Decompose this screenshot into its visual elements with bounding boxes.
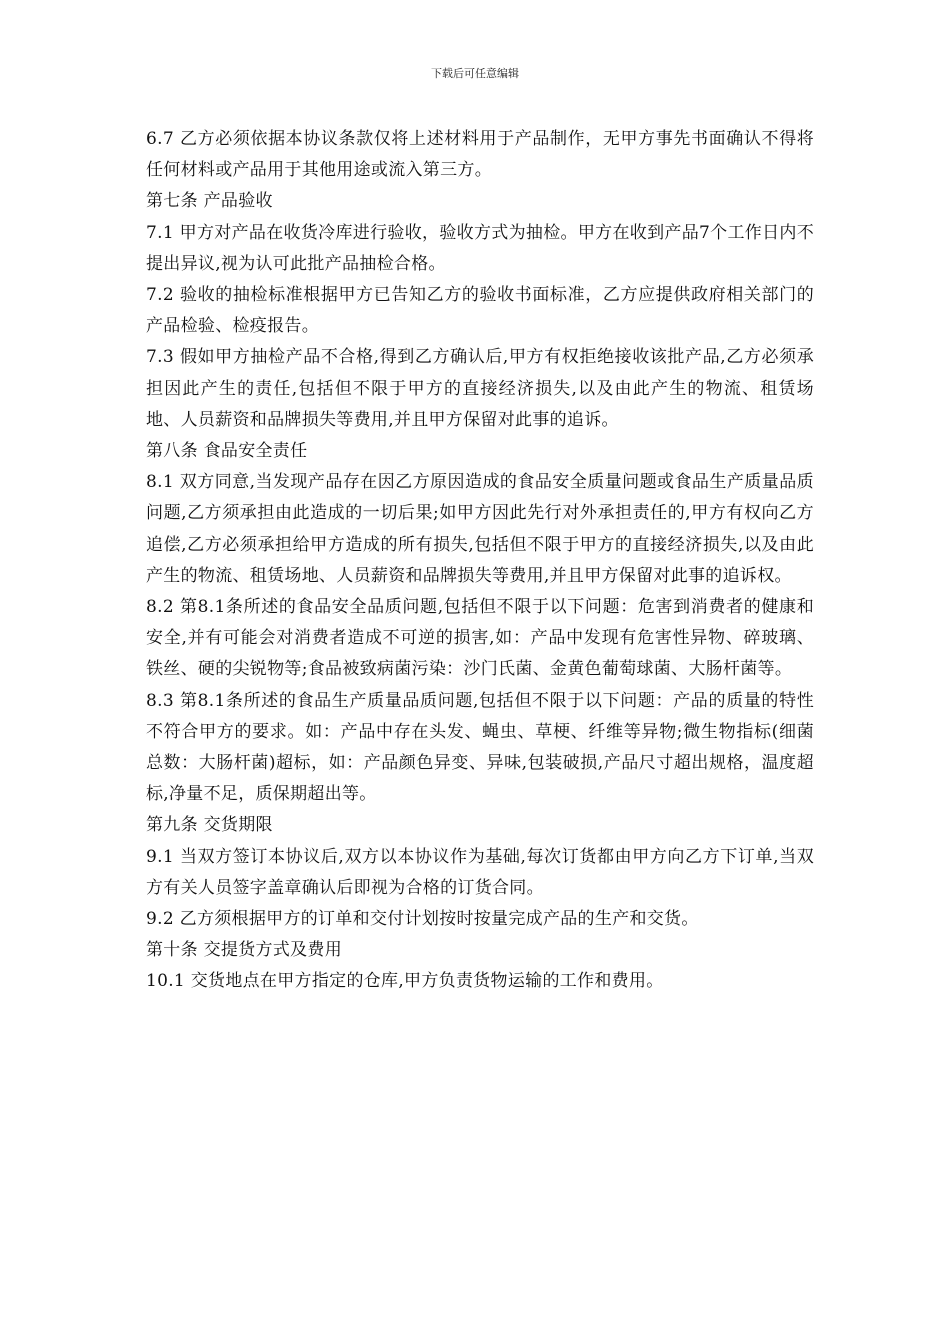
document-body [146,124,814,998]
section-heading-7: 第七条 产品验收 [146,191,273,212]
section-heading-9: 第九条 交货期限 [146,815,273,836]
page-header-note: 下载后可任意编辑 [431,67,519,80]
clause-8-1: 8.1 双方同意,当发现产品存在因乙方原因造成的食品安全质量问题或食品生产质量品质问题,乙方须承担由此造成的一切后果;如甲方因此先行对外承担责任的,甲方有权向乙方追偿,乙方必须承担给甲方造成的所有损失,包括但不限于甲方的直接经济损失,以及由此产生的物流、租赁场地、人员薪资和品牌损失等费用,并且甲方保留对此事的追诉权。 [146,472,814,586]
clause-7-3: 7.3 假如甲方抽检产品不合格,得到乙方确认后,甲方有权拒绝接收该批产品,乙方必须承担因此产生的责任,包括但不限于甲方的直接经济损失,以及由此产生的物流、租赁场地、人员薪资和品牌损失等费用,并且甲方保留对此事的追诉。 [146,347,814,430]
clause-8-2: 8.2 第8.1条所述的食品安全品质问题,包括但不限于以下问题：危害到消费者的健康和安全,并有可能会对消费者造成不可逆的损害,如：产品中发现有危害性异物、碎玻璃、铁丝、硬的尖锐物等;食品被致病菌污染：沙门氏菌、金黄色葡萄球菌、大肠杆菌等。 [146,597,814,680]
clause-7-1: 7.1 甲方对产品在收货冷库进行验收，验收方式为抽检。甲方在收到产品7个工作日内不提出异议,视为认可此批产品抽检合格。 [146,222,814,274]
clause-7-2: 7.2 验收的抽检标准根据甲方已告知乙方的验收书面标准，乙方应提供政府相关部门的产品检验、检疫报告。 [146,285,814,337]
section-heading-10: 第十条 交提货方式及费用 [146,940,343,961]
clause-9-1: 9.1 当双方签订本协议后,双方以本协议作为基础,每次订货都由甲方向乙方下订单,当双方有关人员签字盖章确认后即视为合格的订货合同。 [146,846,814,898]
clause-8-3: 8.3 第8.1条所述的食品生产质量品质问题,包括但不限于以下问题：产品的质量的特性不符合甲方的要求。如：产品中存在头发、蝇虫、草梗、纤维等异物;微生物指标(细菌总数：大肠杆菌)超标，如：产品颜色异变、异味,包装破损,产品尺寸超出规格，温度超标,净量不足，质保期超出等。 [146,690,814,805]
section-heading-8: 第八条 食品安全责任 [146,441,308,462]
clause-9-2: 9.2 乙方须根据甲方的订单和交付计划按时按量完成产品的生产和交货。 [146,909,699,930]
clause-6-7: 6.7 乙方必须依据本协议条款仅将上述材料用于产品制作，无甲方事先书面确认不得将任何材料或产品用于其他用途或流入第三方。 [146,129,814,181]
clause-10-1: 10.1 交货地点在甲方指定的仓库,甲方负责货物运输的工作和费用。 [146,971,664,992]
